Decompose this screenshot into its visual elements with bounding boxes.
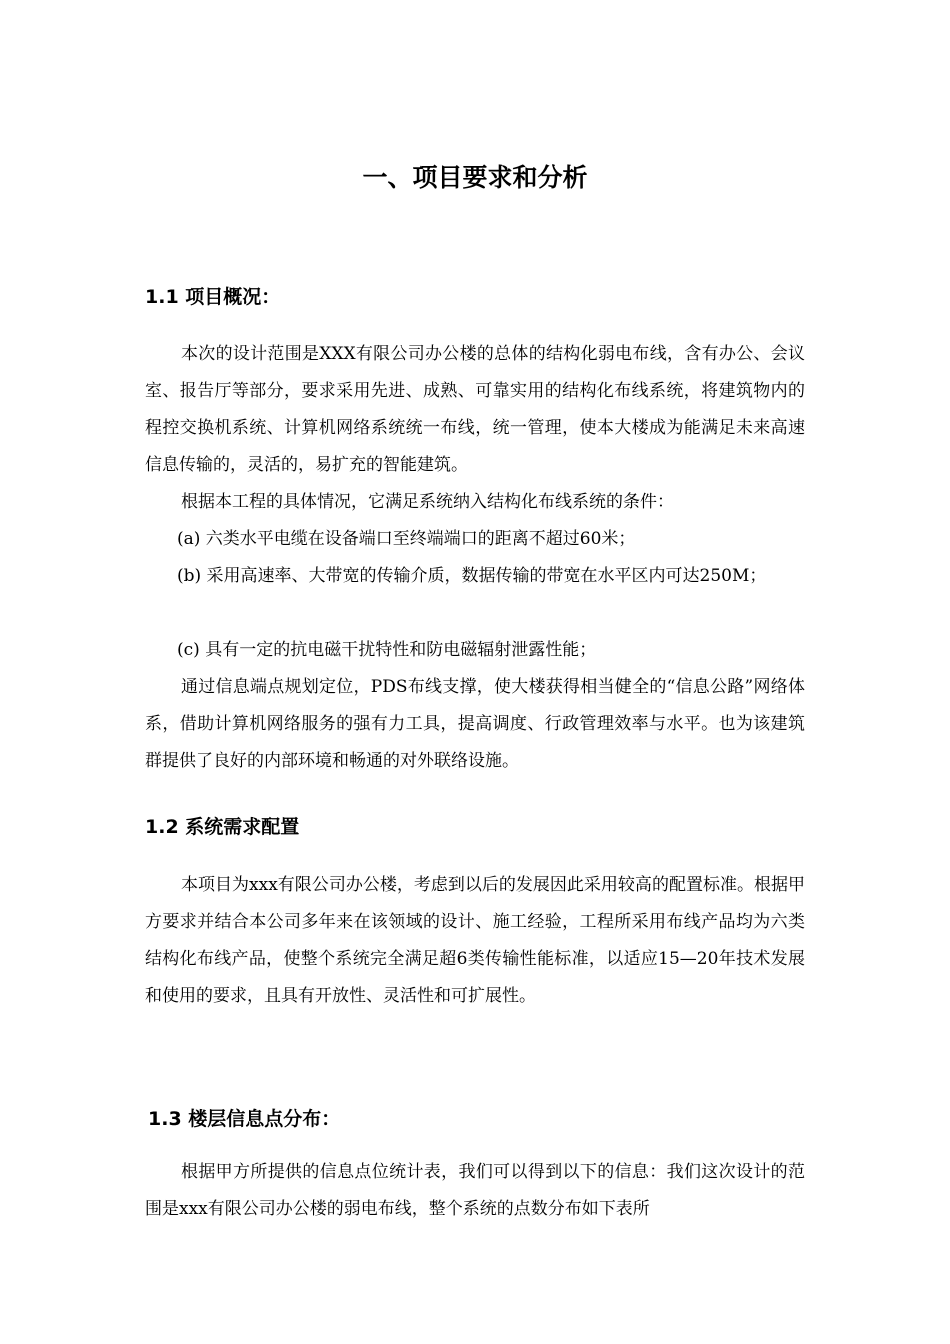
list-item-a: (a) 六类水平电缆在设备端口至终端端口的距离不超过60米；	[177, 529, 636, 549]
list-item-c: (c) 具有一定的抗电磁干扰特性和防电磁辐射泄露性能；	[177, 640, 597, 660]
list-item-b: (b) 采用高速率、大带宽的传输介质，数据传输的带宽在水平区内可达250M；	[177, 566, 767, 586]
chapter-title: 一、项目要求和分析	[362, 163, 588, 192]
section-heading-1-3: 1.3 楼层信息点分布：	[148, 1108, 341, 1130]
section-heading-1-2: 1.2 系统需求配置	[145, 816, 300, 838]
paragraph-conditions-intro: 根据本工程的具体情况，它满足系统纳入结构化布线系统的条件：	[181, 492, 674, 512]
paragraph-floor-distribution: 根据甲方所提供的信息点位统计表，我们可以得到以下的信息：我们这次设计的范围是xxx有限公司办公楼的弱电布线，整个系统的点数分布如下表所	[145, 1162, 805, 1219]
paragraph-system-config: 本项目为xxx有限公司办公楼，考虑到以后的发展因此采用较高的配置标准。根据甲方要求并结合本公司多年来在该领域的设计、施工经验，工程所采用布线产品均为六类结构化布线产品，使整个系统完全满足超6类传输性能标准，以适应15—20年技术发展和使用的要求，且具有开放性、灵活性和可扩展性。	[145, 875, 805, 1006]
paragraph-info-highway: 通过信息端点规划定位，PDS布线支撑，使大楼获得相当健全的“信息公路”网络体系，借助计算机网络服务的强有力工具，提高调度、行政管理效率与水平。也为该建筑群提供了良好的内部环境和畅通的对外联络设施。	[145, 677, 805, 771]
section-heading-1-1: 1.1 项目概况：	[145, 286, 281, 308]
paragraph-project-overview: 本次的设计范围是XXX有限公司办公楼的总体的结构化弱电布线，含有办公、会议室、报告厅等部分，要求采用先进、成熟、可靠实用的结构化布线系统，将建筑物内的程控交换机系统、计算机网络系统统一布线，统一管理，使本大楼成为能满足未来高速信息传输的，灵活的，易扩充的智能建筑。	[145, 344, 805, 475]
